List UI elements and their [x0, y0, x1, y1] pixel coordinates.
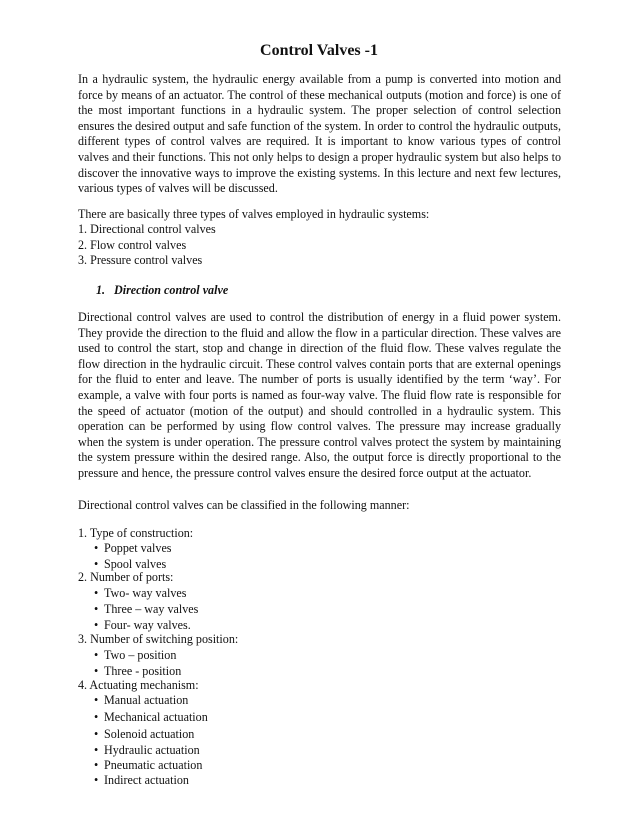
category-label: 2. Number of ports:: [78, 570, 174, 584]
type-item: 2. Flow control valves: [78, 238, 187, 252]
section-number: 1.: [96, 283, 106, 297]
category-label: 4. Actuating mechanism:: [78, 678, 199, 692]
bullet-icon: •: [94, 727, 99, 741]
bullet-icon: •: [94, 618, 99, 632]
bullet-icon: •: [94, 758, 99, 772]
page-title: Control Valves -1: [260, 42, 378, 59]
category-label: 3. Number of switching position:: [78, 632, 239, 646]
list-item: • Four- way valves.: [94, 618, 191, 632]
list-item: • Three - position: [94, 664, 182, 678]
bullet-icon: •: [94, 664, 99, 678]
bullet-icon: •: [94, 557, 99, 571]
bullet-icon: •: [94, 602, 99, 616]
category-label: 1. Type of construction:: [78, 526, 194, 540]
list-item: • Hydraulic actuation: [94, 743, 200, 757]
section-heading: [96, 283, 228, 298]
type-item: 1. Directional control valves: [78, 222, 216, 236]
types-intro: There are basically three types of valves employed in hydraulic systems:: [78, 207, 430, 221]
list-item: • Mechanical actuation: [94, 710, 208, 724]
bullet-icon: •: [94, 586, 99, 600]
bullet-icon: •: [94, 541, 99, 555]
bullet-icon: •: [94, 773, 99, 787]
bullet-icon: •: [94, 743, 99, 757]
list-item: • Three – way valves: [94, 602, 199, 616]
list-item: • Spool valves: [94, 557, 167, 571]
bullet-icon: •: [94, 710, 99, 724]
type-item: 3. Pressure control valves: [78, 253, 203, 267]
bullet-icon: •: [94, 648, 99, 662]
list-item: • Pneumatic actuation: [94, 758, 203, 772]
list-item: • Manual actuation: [94, 693, 189, 707]
list-item: • Two- way valves: [94, 586, 187, 600]
list-item: • Two – position: [94, 648, 177, 662]
bullet-icon: •: [94, 693, 99, 707]
list-item: • Indirect actuation: [94, 773, 189, 787]
list-item: • Poppet valves: [94, 541, 172, 555]
list-item: • Solenoid actuation: [94, 727, 195, 741]
section-title: Direction control valve: [114, 283, 229, 297]
intro-paragraph: In a hydraulic system, the hydraulic energy available from a pump is converted into motion and force by means of an actuator. The control of these mechanical outputs (motion and force) is one of the most important functions in a hydraulic system. The proper selection of control selection ensures the desired output and safe function of the system. In order to control the hydraulic outputs, different types of control valves are required. It is important to know various types of control valves and their functions. This not only helps to design a proper hydraulic system but also helps to discover the innovative ways to improve the existing systems. In this lecture and next few lectures, various types of valves will be discussed.: [78, 72, 561, 196]
classify-intro: Directional control valves can be classified in the following manner:: [78, 498, 410, 512]
section-body-paragraph: Directional control valves are used to control the distribution of energy in a fluid power system. They provide the direction to the fluid and allow the flow in a particular direction. These valves are used to control the start, stop and change in direction of the fluid flow. These valves regulate the flow direction in the hydraulic circuit. These control valves contain ports that are external openings for the fluid to enter and leave. The number of ports is usually identified by the term ‘way’. For example, a valve with four ports is named as four-way valve. The fluid flow rate is responsible for the speed of actuator (motion of the output) and should controlled in a hydraulic system. This operation can be performed by using flow control valves. The pressure may increase gradually when the system is under operation. The pressure control valves protect the system by maintaining the system pressure within the desired range. Also, the output force is directly proportional to the pressure and hence, the pressure control valves ensure the desired force output at the actuator.: [78, 310, 561, 480]
